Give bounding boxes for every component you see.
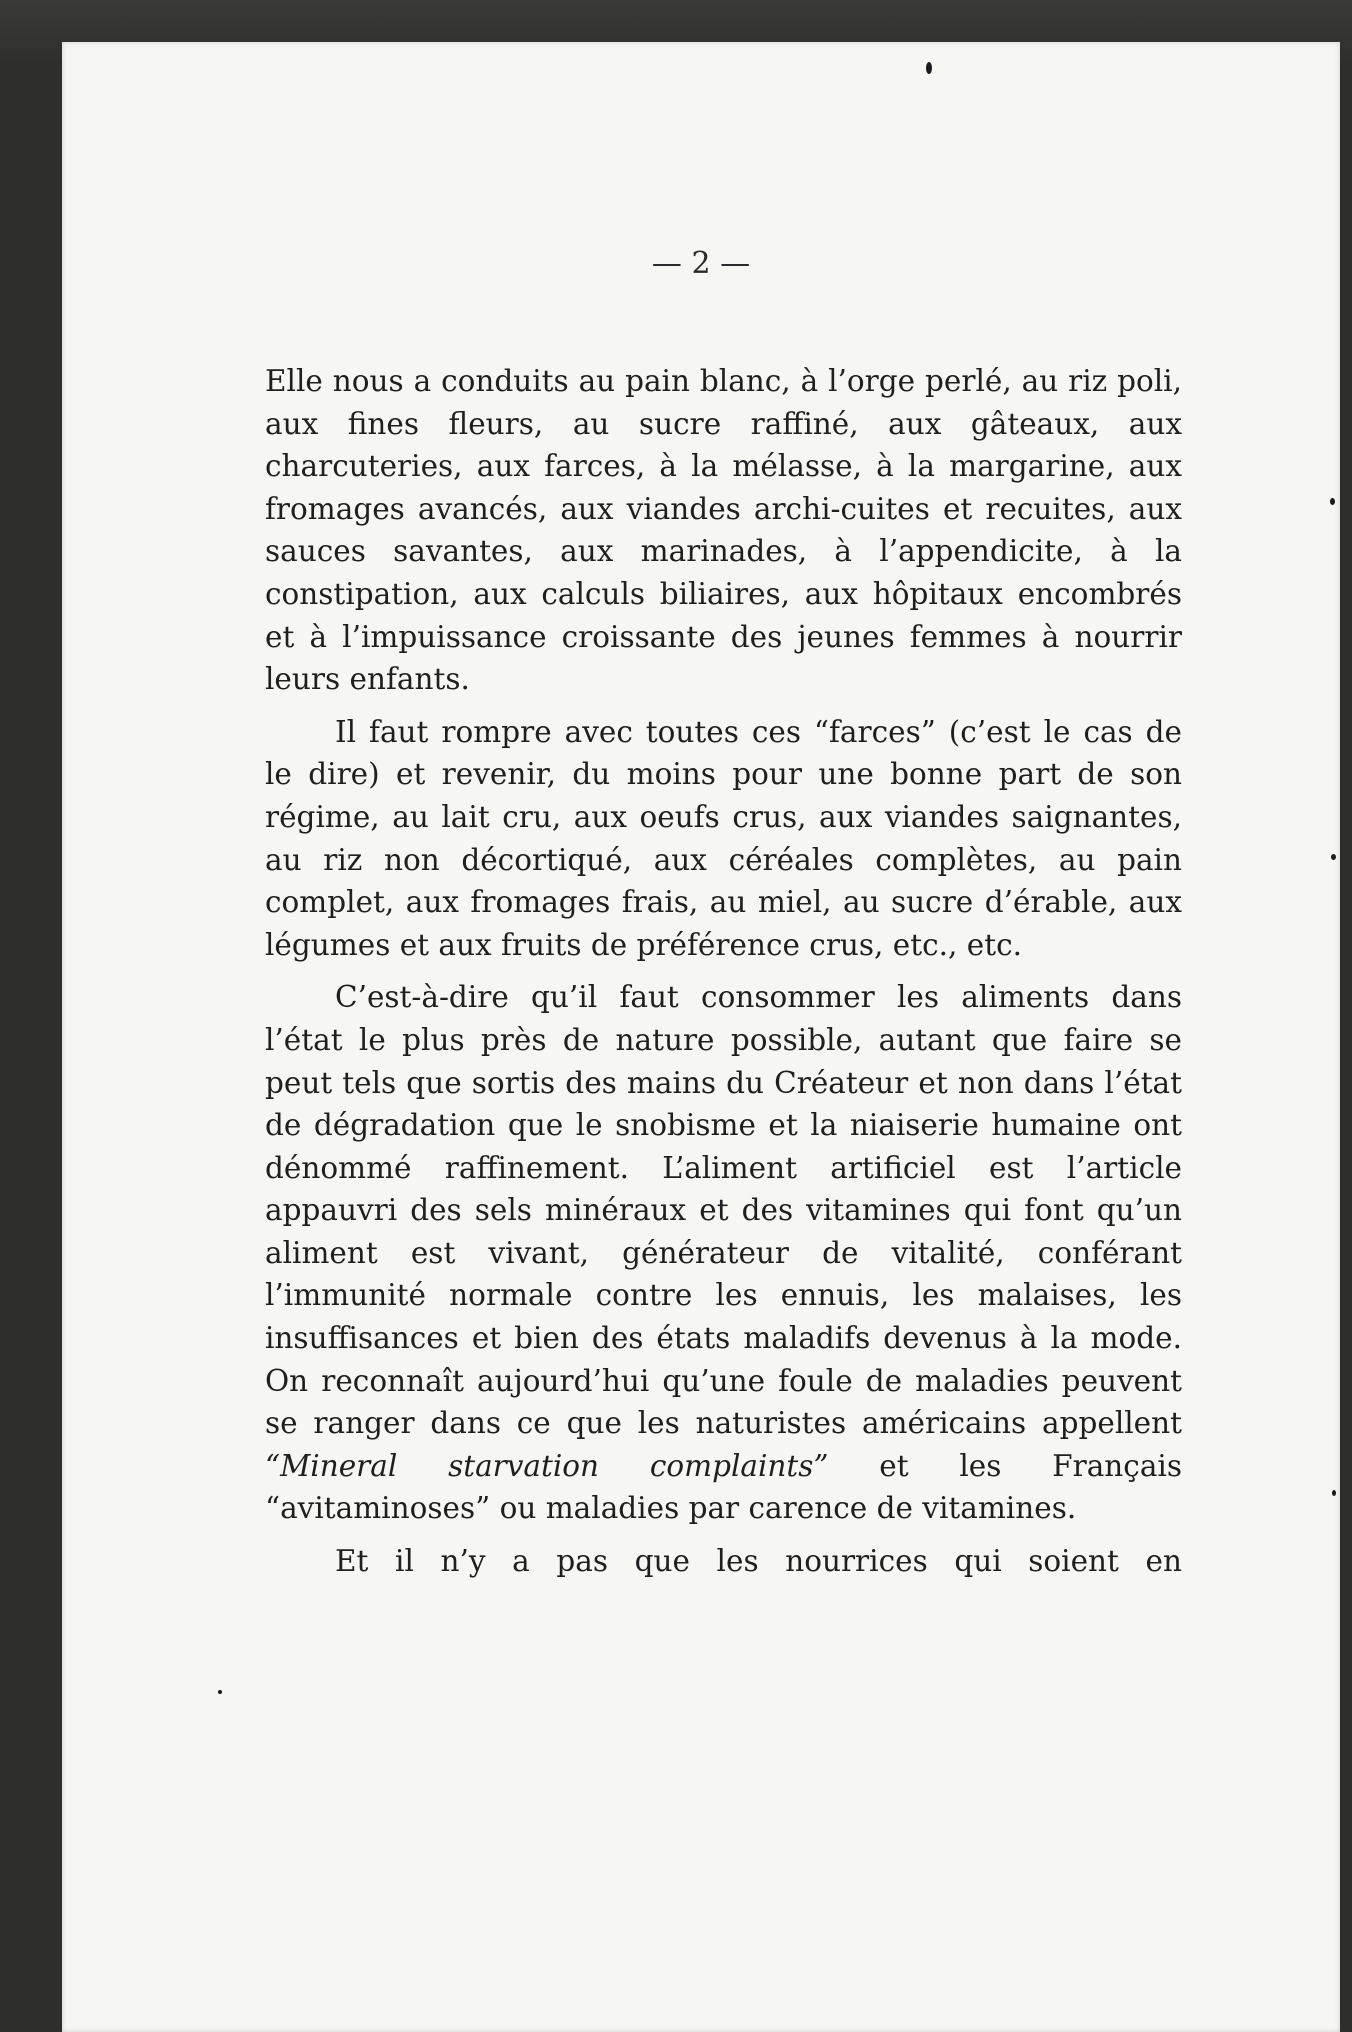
paragraph-1: Elle nous a conduits au pain blanc, à l’orge perlé, au riz poli, aux fines fleurs, au sucre raffiné, aux gâteaux, aux charcuteries, aux farces, à la mélasse, à la margarine, aux fromages avancés, aux viandes archi-cuites et recuites, aux sauces savantes, aux marinades, à l’appendicite, à la constipation, aux calculs biliaires, aux hôpitaux encombrés et à l’impuissance croissante des jeunes femmes à nourrir leurs enfants.	[265, 364, 1182, 697]
paragraph-4: Et il n’y a pas que les nourrices qui soient en	[335, 1544, 1182, 1579]
paragraph-3-text-a: C’est-à-dire qu’il faut consommer les aliments dans l’état le plus près de nature possible, autant que faire se peut tels que sortis des mains du Créateur et non dans l’état de dégradation que le snobisme et la niaiserie humaine ont dénommé raffinement. L’aliment artificiel est l’article appauvri des sels minéraux et des vitamines qui font qu’un aliment est vivant, générateur de vitalité, conférant l’immunité normale contre les ennuis, les malaises, les insuffisances et bien des états maladifs devenus à la mode. On reconnaît aujourd’hui qu’une foule de maladies peuvent se ranger dans ce que les naturistes américains appellent	[265, 980, 1182, 1441]
paragraph-3-italic-quote: “Mineral starvation complaints”	[265, 1448, 829, 1483]
scan-speck	[218, 1690, 222, 1694]
paragraph-3-text-b: et les Français “avitaminoses” ou maladies par carence de vitamines.	[265, 1448, 1182, 1526]
scan-speck	[1331, 854, 1336, 860]
page-number: — 2 —	[651, 246, 751, 281]
scan-speck	[1332, 1490, 1336, 1496]
scan-speck	[926, 62, 932, 74]
paragraph-3	[265, 976, 1182, 1530]
body-text	[265, 360, 1182, 1593]
scan-speck	[1330, 498, 1335, 505]
document-page	[62, 42, 1340, 2032]
paragraph-2: Il faut rompre avec toutes ces “farces” (c’est le cas de le dire) et revenir, du moins pour une bonne part de son régime, au lait cru, aux oeufs crus, aux viandes saignantes, au riz non décortiqué, aux céréales complètes, au pain complet, aux fromages frais, au miel, au sucre d’érable, aux légumes et aux fruits de préférence crus, etc., etc.	[265, 714, 1182, 962]
